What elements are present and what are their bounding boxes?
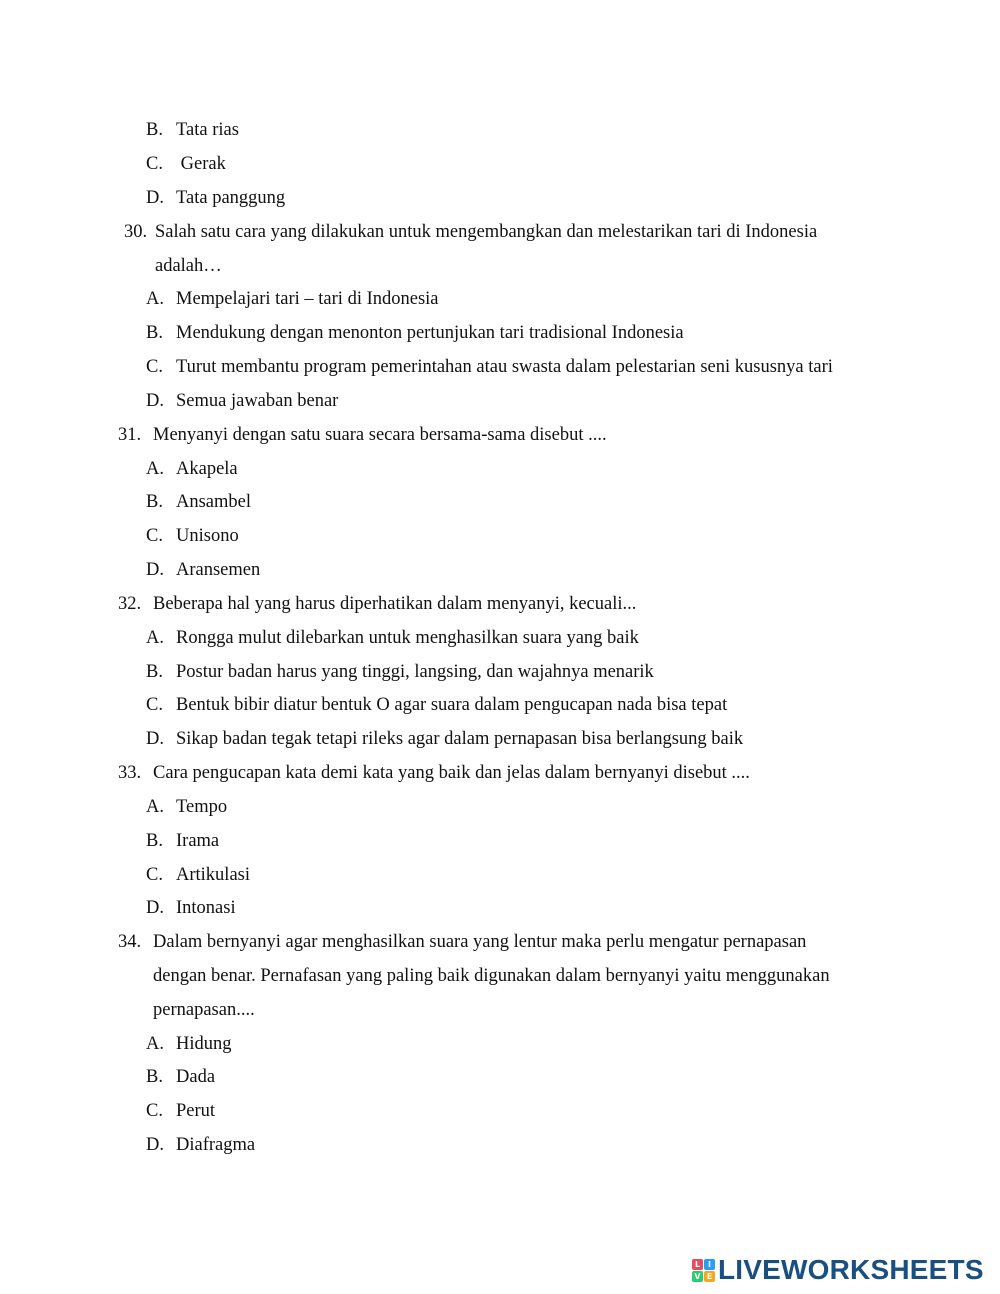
question-number: 34.	[118, 932, 142, 952]
option-letter: B.	[146, 323, 163, 343]
option-letter: A.	[146, 797, 164, 817]
question-text: Dalam bernyanyi agar menghasilkan suara yang lentur maka perlu mengatur pernapasan	[153, 932, 807, 952]
option-text: Tempo	[176, 797, 228, 817]
option-text: Mempelajari tari – tari di Indonesia	[176, 289, 439, 309]
option-letter: D.	[146, 1135, 164, 1155]
question-number: 30.	[124, 222, 148, 242]
question-text: pernapasan....	[153, 1000, 255, 1020]
option-text: Tata panggung	[176, 188, 286, 208]
option-text: Bentuk bibir diatur bentuk O agar suara dalam pengucapan nada bisa tepat	[176, 695, 728, 715]
option-text: Sikap badan tegak tetapi rileks agar dalam pernapasan bisa berlangsung baik	[176, 729, 744, 749]
option-letter: B.	[146, 120, 163, 140]
option-text: Turut membantu program pemerintahan atau swasta dalam pelestarian seni kususnya tari	[176, 357, 833, 377]
option-text: Akapela	[176, 459, 238, 479]
option-letter: D.	[146, 560, 164, 580]
option-letter: A.	[146, 289, 164, 309]
option-text: Mendukung dengan menonton pertunjukan tari tradisional Indonesia	[176, 323, 684, 343]
option-letter: A.	[146, 1034, 164, 1054]
option-letter: C.	[146, 865, 163, 885]
option-letter: B.	[146, 1067, 163, 1087]
option-text: Rongga mulut dilebarkan untuk menghasilkan suara yang baik	[176, 628, 639, 648]
logo-mark-tile: E	[704, 1271, 715, 1282]
question-text: dengan benar. Pernafasan yang paling baik digunakan dalam bernyanyi yaitu menggunakan	[153, 966, 830, 986]
question-text: Menyanyi dengan satu suara secara bersama-sama disebut ....	[153, 425, 607, 445]
option-letter: D.	[146, 391, 164, 411]
option-text: Intonasi	[176, 898, 236, 918]
option-text: Hidung	[176, 1034, 232, 1054]
option-text: Artikulasi	[176, 865, 250, 885]
logo-mark-tile: I	[704, 1259, 715, 1270]
logo-mark-tile: L	[692, 1259, 703, 1270]
option-letter: C.	[146, 526, 163, 546]
question-text: Beberapa hal yang harus diperhatikan dalam menyanyi, kecuali...	[153, 594, 637, 614]
option-letter: C.	[146, 357, 163, 377]
option-letter: D.	[146, 188, 164, 208]
option-text: Unisono	[176, 526, 239, 546]
question-text: adalah…	[155, 256, 222, 276]
option-letter: C.	[146, 1101, 163, 1121]
question-number: 33.	[118, 763, 142, 783]
liveworksheets-logo[interactable]	[692, 1256, 984, 1284]
logo-mark-tile: V	[692, 1271, 703, 1282]
question-text: Salah satu cara yang dilakukan untuk mengembangkan dan melestarikan tari di Indonesia	[155, 222, 818, 242]
question-number: 32.	[118, 594, 142, 614]
option-letter: B.	[146, 831, 163, 851]
option-text: Perut	[176, 1101, 216, 1121]
option-text: Dada	[176, 1067, 216, 1087]
logo-text: LIVEWORKSHEETS	[718, 1254, 984, 1285]
liveworksheets-mark-icon	[692, 1259, 715, 1282]
option-text: Ansambel	[176, 492, 252, 512]
option-letter: B.	[146, 492, 163, 512]
option-text: Diafragma	[176, 1135, 256, 1155]
option-letter: A.	[146, 459, 164, 479]
question-text: Cara pengucapan kata demi kata yang baik dan jelas dalam bernyanyi disebut ....	[153, 763, 750, 783]
option-letter: C.	[146, 154, 163, 174]
option-text: Postur badan harus yang tinggi, langsing, dan wajahnya menarik	[176, 662, 654, 682]
option-letter: D.	[146, 729, 164, 749]
option-text: Semua jawaban benar	[176, 391, 339, 411]
option-text: Tata rias	[176, 120, 239, 140]
option-text: Gerak	[176, 154, 226, 174]
option-letter: B.	[146, 662, 163, 682]
option-letter: D.	[146, 898, 164, 918]
option-text: Irama	[176, 831, 220, 851]
question-number: 31.	[118, 425, 142, 445]
option-letter: C.	[146, 695, 163, 715]
option-text: Aransemen	[176, 560, 261, 580]
option-letter: A.	[146, 628, 164, 648]
